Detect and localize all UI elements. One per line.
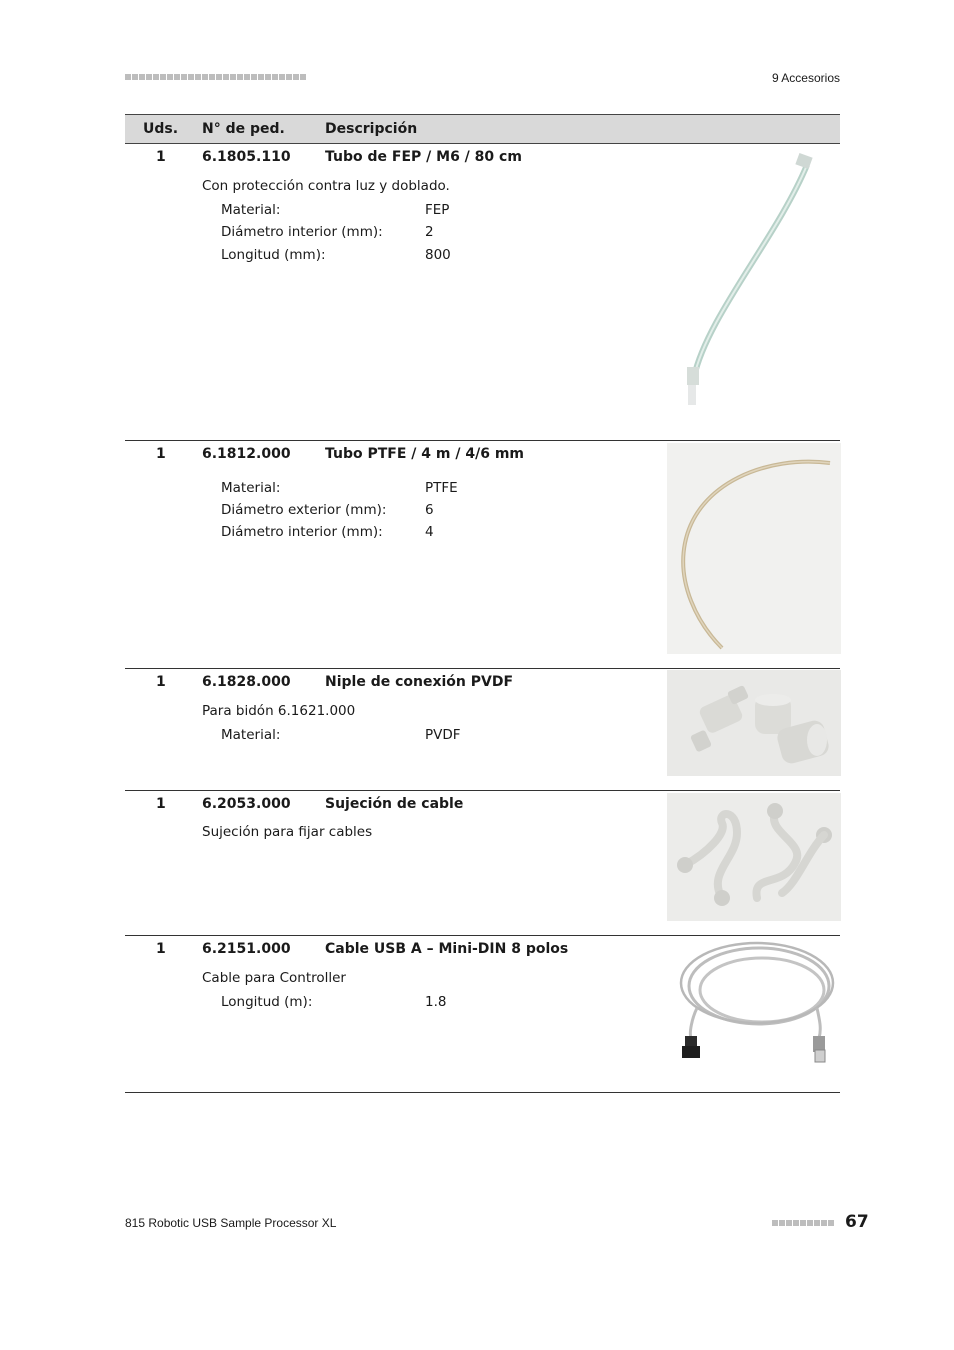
row-title: Cable USB A – Mini-DIN 8 polos [325, 941, 569, 957]
prop-label: Diámetro exterior (mm): [221, 502, 387, 518]
footer-document-title: 815 Robotic USB Sample Processor XL [125, 1216, 337, 1230]
row-title: Tubo PTFE / 4 m / 4/6 mm [325, 446, 525, 462]
row-qty: 1 [156, 674, 166, 690]
usb-cable-image [667, 938, 841, 1078]
row-code: 6.1812.000 [202, 446, 291, 462]
prop-label: Longitud (m): [221, 994, 313, 1010]
prop-value: FEP [425, 202, 450, 218]
prop-label: Material: [221, 202, 281, 218]
row-divider [125, 935, 840, 936]
column-header-qty: Uds. [143, 121, 179, 137]
row-code: 6.1805.110 [202, 149, 291, 165]
row-code: 6.2053.000 [202, 796, 291, 812]
row-divider [125, 1092, 840, 1093]
table-header [125, 114, 840, 144]
column-header-order-number: N° de ped. [202, 121, 285, 137]
prop-label: Diámetro interior (mm): [221, 524, 383, 540]
prop-value: 4 [425, 524, 434, 540]
prop-value: 800 [425, 247, 451, 263]
row-qty: 1 [156, 796, 166, 812]
row-divider [125, 668, 840, 669]
prop-label: Diámetro interior (mm): [221, 224, 383, 240]
row-divider [125, 790, 840, 791]
row-note: Cable para Controller [202, 970, 346, 986]
page-number: 67 [845, 1212, 869, 1232]
prop-value: 6 [425, 502, 434, 518]
row-qty: 1 [156, 149, 166, 165]
row-code: 6.1828.000 [202, 674, 291, 690]
column-header-description: Descripción [325, 121, 418, 137]
prop-value: 2 [425, 224, 434, 240]
row-qty: 1 [156, 446, 166, 462]
row-title: Tubo de FEP / M6 / 80 cm [325, 149, 522, 165]
prop-label: Material: [221, 480, 281, 496]
footer-decoration [772, 1220, 834, 1226]
row-qty: 1 [156, 941, 166, 957]
connection-nipple-image [667, 670, 841, 776]
row-title: Sujeción de cable [325, 796, 464, 812]
prop-value: PVDF [425, 727, 461, 743]
cable-clip-image [667, 793, 841, 921]
row-note: Con protección contra luz y doblado. [202, 178, 450, 194]
header-decoration [125, 74, 306, 80]
prop-value: PTFE [425, 480, 458, 496]
row-title: Niple de conexión PVDF [325, 674, 514, 690]
chapter-title: 9 Accesorios [771, 71, 840, 85]
row-note: Para bidón 6.1621.000 [202, 703, 356, 719]
row-code: 6.2151.000 [202, 941, 291, 957]
ptfe-tube-image [667, 443, 841, 654]
prop-label: Longitud (mm): [221, 247, 326, 263]
row-note: Sujeción para fijar cables [202, 824, 373, 840]
prop-label: Material: [221, 727, 281, 743]
row-divider [125, 440, 840, 441]
fep-tube-image [667, 147, 841, 412]
prop-value: 1.8 [425, 994, 447, 1010]
